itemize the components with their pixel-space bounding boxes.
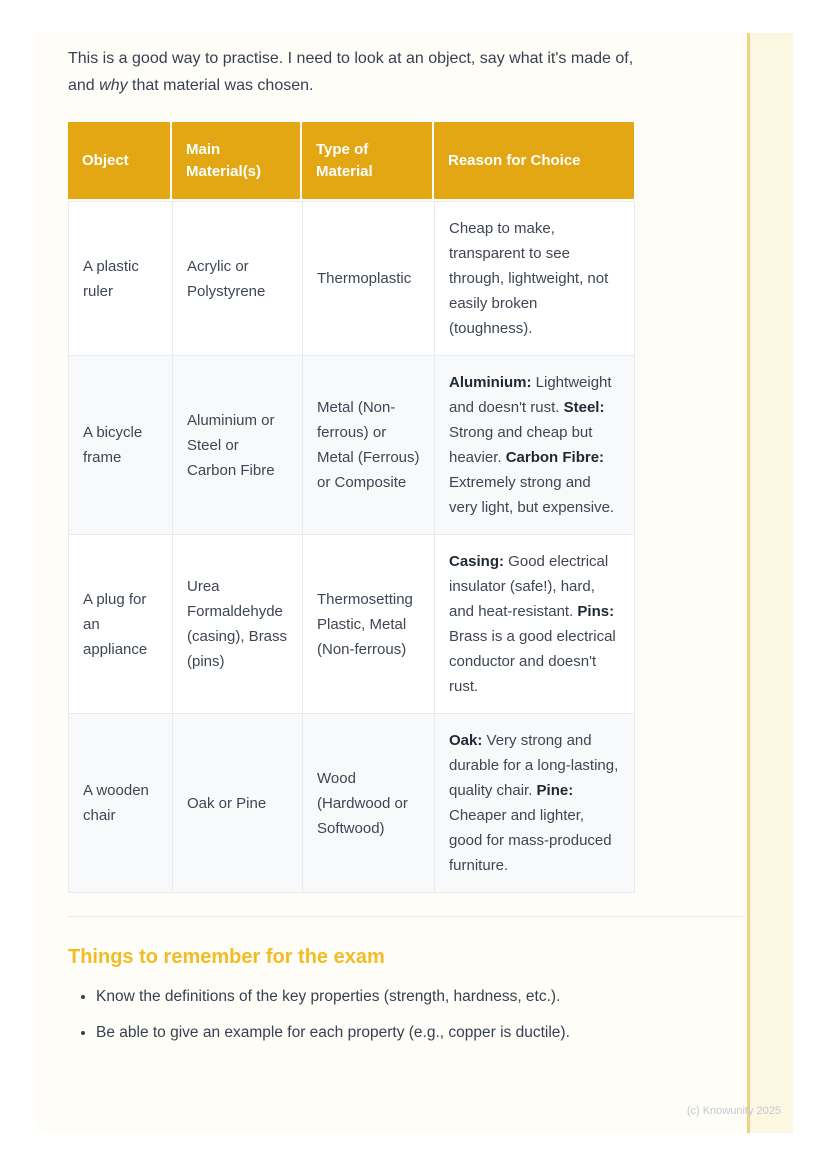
materials-cell: Urea Formaldehyde (casing), Brass (pins) (173, 535, 303, 714)
type-cell: Thermoplastic (303, 202, 435, 356)
exam-section-heading: Things to remember for the exam (68, 946, 385, 968)
table-row (69, 535, 635, 714)
materials-cell: Aluminium or Steel or Carbon Fibre (173, 356, 303, 535)
exam-tips-list (68, 987, 708, 1043)
object-cell: A wooden chair (69, 714, 173, 893)
reason-cell: Casing: Good electrical insulator (safe!), hard, and heat-resistant. Pins: Brass is a good electrical conductor and doesn't rust. (435, 535, 635, 714)
materials-table-body (68, 201, 635, 893)
reason-cell: Aluminium: Lightweight and doesn't rust. Steel: Strong and cheap but heavier. Carbon Fibre: Extremely strong and very light, but expensive. (435, 356, 635, 535)
table-row (69, 714, 635, 893)
column-header-object: Object (68, 122, 170, 199)
column-header-reason-for-choice: Reason for Choice (434, 122, 634, 199)
table-row (69, 356, 635, 535)
type-cell: Wood (Hardwood or Softwood) (303, 714, 435, 893)
section-divider (68, 916, 745, 917)
materials-table (68, 122, 634, 893)
materials-cell: Acrylic or Polystyrene (173, 202, 303, 356)
table-row (69, 202, 635, 356)
materials-cell: Oak or Pine (173, 714, 303, 893)
table-header-row (68, 122, 634, 199)
object-cell: A plug for an appliance (69, 535, 173, 714)
column-header-type-of-material: Type of Material (302, 122, 432, 199)
type-cell: Thermosetting Plastic, Metal (Non-ferrous) (303, 535, 435, 714)
watermark: (c) Knowunity 2025 (686, 1105, 781, 1117)
object-cell: A plastic ruler (69, 202, 173, 356)
page-content (35, 33, 793, 1043)
document-page (35, 33, 793, 1133)
column-header-main-materials: Main Material(s) (172, 122, 300, 199)
reason-cell: Oak: Very strong and durable for a long-lasting, quality chair. Pine: Cheaper and lighter, good for mass-produced furniture. (435, 714, 635, 893)
accent-band (747, 33, 793, 1133)
reason-cell: Cheap to make, transparent to see through, lightweight, not easily broken (toughness). (435, 202, 635, 356)
list-item: • Be able to give an example for each property (e.g., copper is ductile). (96, 1023, 708, 1043)
type-cell: Metal (Non-ferrous) or Metal (Ferrous) or Composite (303, 356, 435, 535)
intro-text: This is a good way to practise. I need to look at an object, say what it's made of, and why that material was chosen. (68, 50, 634, 94)
list-item: • Know the definitions of the key properties (strength, hardness, etc.). (96, 987, 708, 1007)
object-cell: A bicycle frame (69, 356, 173, 535)
